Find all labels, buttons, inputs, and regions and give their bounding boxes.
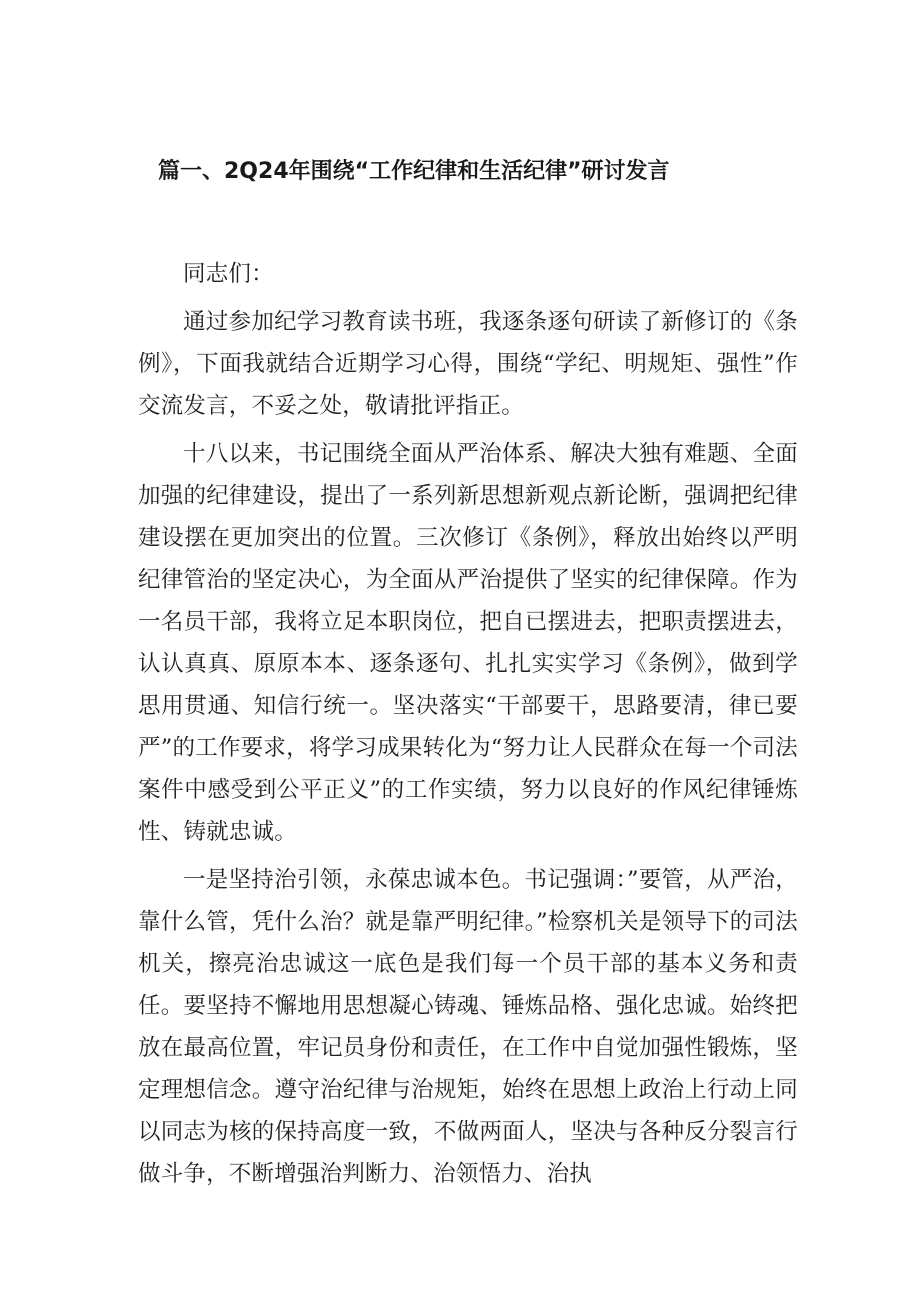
paragraph-point-one: 一是坚持治引领，永葆忠诚本色。书记强调：”要管，从严治，靠什么管，凭什么治？就是靠严明纪律。”检察机关是领导下的司法机关，擦亮治忠诚这一底色是我们每一个员干部的基本义务和责任。要坚持不懈地用思想凝心铸魂、锤炼品格、强化忠诚。始终把放在最高位置，牢记员身份和责任，在工作中自觉加强性锻炼，坚定理想信念。遵守治纪律与治规矩，始终在思想上政治上行动上同以同志为核的保持高度一致，不做两面人，坚决与各种反分裂言行做斗争，不断增强治判断力、治领悟力、治执 — [138, 867, 798, 1187]
document-body — [138, 253, 798, 1201]
paragraph-intro: 通过参加纪学习教育读书班，我逐条逐句研读了新修订的《条例》，下面我就结合近期学习心得，围绕“学纪、明规矩、强性”作交流发言，不妥之处，敬请批评指正。 — [138, 309, 798, 419]
paragraph-background: 十八以来，书记围绕全面从严治体系、解决大独有难题、全面加强的纪律建设，提出了一系列新思想新观点新论断，强调把纪律建设摆在更加突出的位置。三次修订《条例》，释放出始终以严明纪律管治的坚定决心，为全面从严治提供了坚实的纪律保障。作为一名员干部，我将立足本职岗位，把自已摆进去，把职责摆进去，认认真真、原原本本、逐条逐句、扎扎实实学习《条例》，做到学思用贯通、知信行统一。坚决落实“干部要干，思路要清，律已要严”的工作要求，将学习成果转化为“努力让人民群众在每一个司法案件中感受到公平正义”的工作实绩，努力以良好的作风纪律锤炼性、铸就忠诚。 — [138, 441, 798, 845]
document-title: 篇一、2Q24年围绕“工作纪律和生活纪律”研讨发言 — [158, 159, 670, 184]
salutation: 同志们： — [183, 261, 274, 287]
